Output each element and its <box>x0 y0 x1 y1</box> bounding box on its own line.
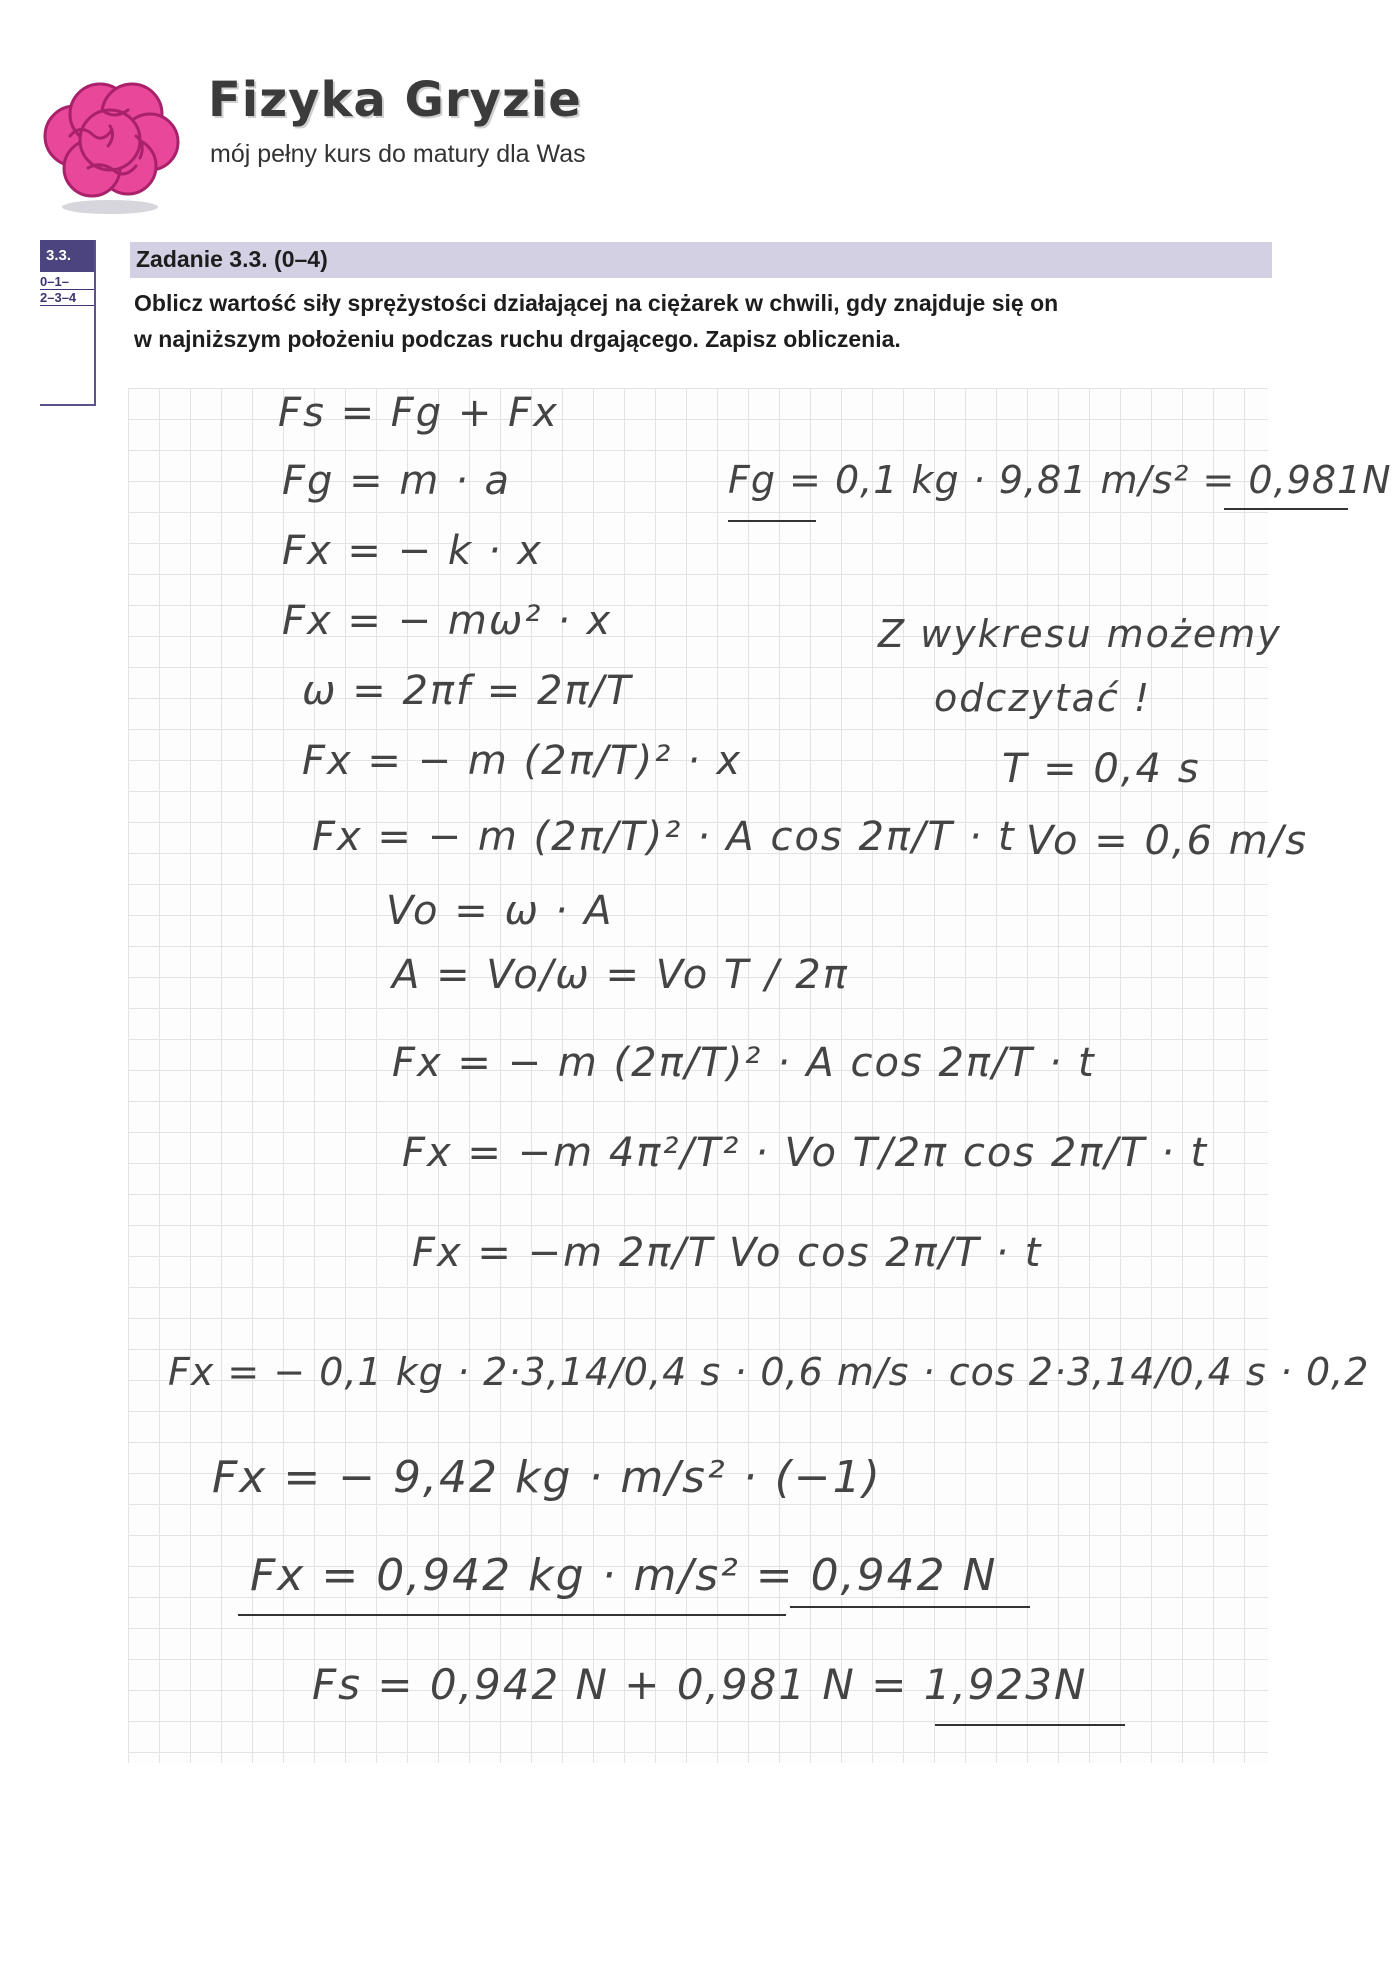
solution-line-5: ω = 2πf = 2π/T <box>302 668 633 714</box>
note-period: T = 0,4 s <box>1002 746 1201 792</box>
task-text-line-2: w najniższym położeniu podczas ruchu drgającego. Zapisz obliczenia. <box>134 326 901 352</box>
solution-line-6: Fx = − m (2π/T)² · x <box>302 738 743 784</box>
solution-line-14: Fx = − 9,42 kg · m/s² · (−1) <box>212 1452 882 1503</box>
solution-line-2: Fg = m · a <box>282 458 511 504</box>
solution-line-16: Fs = 0,942 N + 0,981 N = 1,923N <box>312 1660 1088 1709</box>
task-title: Zadanie 3.3. (0–4) <box>136 246 328 272</box>
points-line-1: 0–1– <box>40 274 94 290</box>
underline-fg-result <box>1224 508 1348 510</box>
points-line-2: 2–3–4 <box>40 290 94 306</box>
solution-line-8: Vo = ω · A <box>386 888 614 934</box>
task-text-line-1: Oblicz wartość siły sprężystości działającej na ciężarek w chwili, gdy znajduje się on <box>134 290 1059 316</box>
solution-line-13: Fx = − 0,1 kg · 2·3,14/0,4 s · 0,6 m/s · cos 2·3,14/0,4 s · 0,2 <box>168 1350 1370 1394</box>
solution-line-4: Fx = − mω² · x <box>282 598 613 644</box>
underline-fx-result <box>790 1606 1030 1608</box>
note-read-off: odczytać ! <box>934 676 1152 720</box>
solution-line-11: Fx = −m 4π²/T² · Vo T/2π cos 2π/T · t <box>402 1130 1209 1176</box>
solution-line-7: Fx = − m (2π/T)² · A cos 2π/T · t <box>312 814 1016 860</box>
brain-logo-icon <box>40 76 180 200</box>
solution-line-3: Fx = − k · x <box>282 528 543 574</box>
task-number: 3.3. <box>40 240 94 272</box>
note-from-graph: Z wykresu możemy <box>878 612 1282 656</box>
note-gravity-force: Fg = 0,1 kg · 9,81 m/s² = 0,981N <box>728 458 1392 502</box>
logo-shadow <box>62 200 158 214</box>
task-header <box>130 242 1272 278</box>
brand-subtitle: mój pełny kurs do matury dla Was <box>210 140 586 168</box>
brand-header <box>40 70 1040 230</box>
task-points <box>40 274 94 306</box>
underline-final-result <box>935 1724 1125 1726</box>
task-instructions <box>134 285 1294 357</box>
solution-line-1: Fs = Fg + Fx <box>278 390 559 436</box>
underline-fg <box>728 520 816 522</box>
solution-line-9: A = Vo/ω = Vo T / 2π <box>392 952 849 998</box>
note-initial-velocity: Vo = 0,6 m/s <box>1026 818 1309 864</box>
solution-line-12: Fx = −m 2π/T Vo cos 2π/T · t <box>412 1230 1043 1276</box>
task-side-box <box>40 240 96 406</box>
solution-line-10: Fx = − m (2π/T)² · A cos 2π/T · t <box>392 1040 1096 1086</box>
solution-line-15: Fx = 0,942 kg · m/s² = 0,942 N <box>250 1550 998 1601</box>
brand-title: Fizyka Gryzie <box>208 72 582 128</box>
underline-fx <box>238 1614 786 1616</box>
